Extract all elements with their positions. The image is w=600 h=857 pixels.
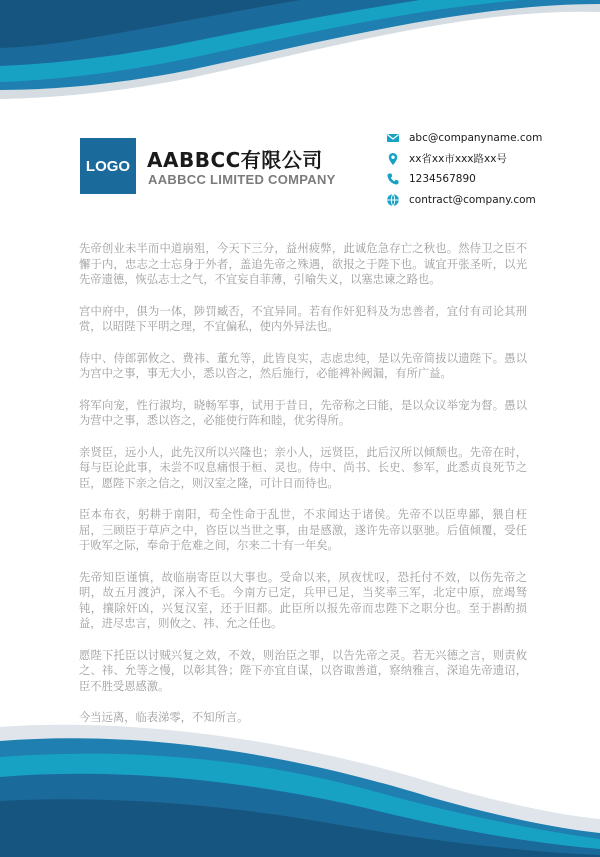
logo-text: LOGO: [85, 157, 131, 175]
paragraph: 侍中、侍郎郭攸之、费祎、董允等，此皆良实，志虑忠纯，是以先帝简拔以遗陛下。愚以为宫中之事，事无大小，悉以咨之，然后施行，必能裨补阙漏，有所广益。: [79, 351, 527, 381]
contact-web-text: contract@company.com: [409, 193, 536, 206]
globe-icon: [386, 193, 400, 207]
paragraph: 亲贤臣，远小人，此先汉所以兴隆也；亲小人，远贤臣，此后汉所以倾颓也。先帝在时，每与臣论此事，未尝不叹息痛恨于桓、灵也。侍中、尚书、长史、参军，此悉贞良死节之臣，愿陛下亲之信之，则汉室之隆，可计日而待也。: [79, 445, 527, 490]
mail-icon: [386, 131, 400, 145]
contact-email-text: abc@companyname.com: [409, 132, 543, 145]
phone-icon: [386, 172, 400, 186]
letter-body: [79, 241, 527, 742]
bottom-wave-decoration: [0, 697, 600, 857]
contact-phone: [386, 169, 586, 190]
paragraph: 先帝知臣谨慎，故临崩寄臣以大事也。受命以来，夙夜忧叹，恐托付不效，以伤先帝之明，故五月渡泸，深入不毛。今南方已定，兵甲已足，当奖率三军，北定中原，庶竭驽钝，攘除奸凶，兴复汉室，还于旧都。此臣所以报先帝而忠陛下之职分也。至于斟酌损益，进尽忠言，则攸之、祎、允之任也。: [79, 570, 527, 631]
paragraph: 愿陛下托臣以讨贼兴复之效，不效，则治臣之罪，以告先帝之灵。若无兴德之言，则责攸之、祎、允等之慢，以彰其咎；陛下亦宜自谋，以咨诹善道，察纳雅言，深追先帝遗诏，臣不胜受恩感激。: [79, 648, 527, 694]
location-icon: [386, 152, 400, 166]
company-name-cn: AABBCC有限公司: [147, 148, 323, 172]
logo-box: [80, 138, 136, 194]
paragraph: 将军向宠，性行淑均，晓畅军事，试用于昔日，先帝称之曰能，是以众议举宠为督。愚以为营中之事，悉以咨之，必能使行阵和睦，优劣得所。: [79, 398, 527, 428]
paragraph: 宫中府中，俱为一体，陟罚臧否，不宜异同。若有作奸犯科及为忠善者，宜付有司论其刑赏，以昭陛下平明之理，不宜偏私，使内外异法也。: [79, 304, 527, 334]
contact-address-text: xx省xx市xxx路xx号: [409, 153, 507, 166]
paragraph: 先帝创业未半而中道崩殂，今天下三分，益州疲弊，此诚危急存亡之秋也。然侍卫之臣不懈于内，忠志之士忘身于外者，盖追先帝之殊遇，欲报之于陛下也。诚宜开张圣听，以光先帝遗德，恢弘志士之气，不宜妄自菲薄，引喻失义，以塞忠谏之路也。: [79, 242, 527, 287]
contact-email: [386, 128, 586, 149]
contact-phone-text: 1234567890: [409, 173, 476, 186]
company-name-en: AABBCC LIMITED COMPANY: [148, 172, 336, 187]
contact-web: [386, 190, 586, 211]
top-wave-decoration: [0, 0, 600, 110]
paragraph: 臣本布衣，躬耕于南阳，苟全性命于乱世，不求闻达于诸侯。先帝不以臣卑鄙，猥自枉屈，三顾臣于草庐之中，咨臣以当世之事，由是感激，遂许先帝以驱驰。后值倾覆，受任于败军之际，奉命于危难之间，尔来二十有一年矣。: [79, 508, 527, 553]
paragraph: 今当远离，临表涕零，不知所言。: [79, 711, 249, 725]
contact-address: [386, 149, 586, 170]
contact-list: [386, 128, 586, 210]
